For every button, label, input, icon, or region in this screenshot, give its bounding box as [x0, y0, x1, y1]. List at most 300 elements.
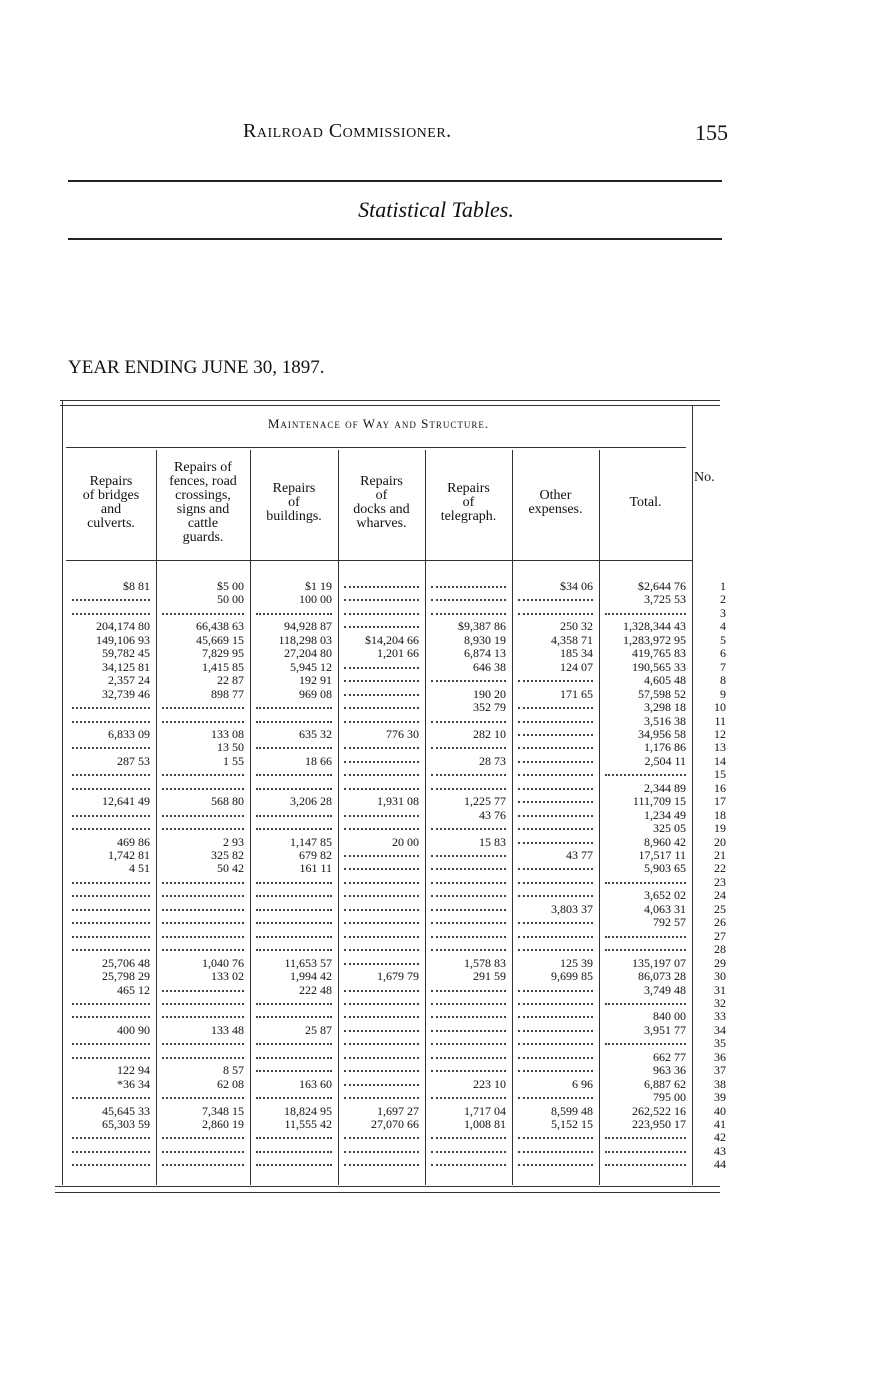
table-cell: 969 08 — [299, 686, 332, 701]
leader-dots — [431, 1151, 506, 1153]
table-cell: 3,725 53 — [644, 592, 686, 607]
leader-dots — [605, 936, 686, 938]
table-cell: 4,063 31 — [644, 901, 686, 916]
leader-dots — [162, 828, 244, 830]
row-number: 1 — [720, 579, 726, 593]
leader-dots — [256, 882, 332, 884]
leader-dots — [518, 747, 593, 749]
row-number: 36 — [714, 1049, 726, 1064]
table-cell: 8,599 48 — [551, 1103, 593, 1118]
table-cell: 3,749 48 — [644, 982, 686, 997]
table-cell: 1,283,972 95 — [623, 632, 686, 647]
table-cell: 4,605 48 — [644, 673, 686, 688]
table-cell: 1,225 77 — [464, 794, 506, 809]
row-number: 16 — [714, 780, 726, 795]
leader-dots — [518, 895, 593, 897]
leader-dots — [344, 586, 419, 588]
table-cell: 133 48 — [211, 1022, 244, 1037]
row-number: 20 — [714, 834, 726, 849]
row-number: 19 — [714, 821, 726, 836]
table-cell: 1,201 66 — [377, 646, 419, 661]
table-cell: 12,641 49 — [102, 794, 150, 809]
table-cell: 1,742 81 — [108, 848, 150, 862]
leader-dots — [72, 1016, 150, 1018]
table-cell: 8,960 42 — [644, 834, 686, 849]
leader-dots — [518, 922, 593, 924]
table-bottom-rule — [55, 1186, 720, 1187]
row-number: 9 — [720, 686, 726, 701]
leader-dots — [344, 788, 419, 790]
leader-dots — [256, 747, 332, 749]
table-cell: 122 94 — [117, 1063, 150, 1078]
leader-dots — [72, 707, 150, 709]
row-number: 38 — [714, 1076, 726, 1091]
row-number: 29 — [714, 955, 726, 970]
table-cell: 776 30 — [386, 726, 419, 741]
table-cell: 3,803 37 — [551, 901, 593, 916]
leader-dots — [162, 1151, 244, 1153]
table-cell: 223 10 — [473, 1076, 506, 1091]
table-cell: 133 08 — [211, 726, 244, 741]
table-cell: 185 34 — [560, 646, 593, 661]
column-header — [425, 450, 512, 555]
leader-dots — [605, 1164, 686, 1166]
leader-dots — [344, 828, 419, 830]
table-cell: 3,206 28 — [290, 794, 332, 809]
column-header — [250, 450, 338, 555]
leader-dots — [256, 936, 332, 938]
leader-dots — [162, 990, 244, 992]
leader-dots — [431, 1070, 506, 1072]
leader-dots — [344, 626, 419, 628]
column-header-label: Repairs of telegraph. — [440, 480, 497, 524]
row-number: 22 — [714, 861, 726, 876]
leader-dots — [162, 882, 244, 884]
leader-dots — [162, 936, 244, 938]
leader-dots — [72, 1003, 150, 1005]
leader-dots — [344, 909, 419, 911]
leader-dots — [344, 1164, 419, 1166]
page-number: 155 — [695, 120, 728, 145]
leader-dots — [344, 707, 419, 709]
leader-dots — [256, 1137, 332, 1139]
leader-dots — [256, 1043, 332, 1045]
row-number: 25 — [714, 901, 726, 916]
table-cell: 171 65 — [560, 686, 593, 701]
leader-dots — [518, 936, 593, 938]
table-cell: 43 76 — [479, 807, 506, 822]
leader-dots — [72, 788, 150, 790]
table-cell: 34,956 58 — [638, 726, 686, 741]
leader-dots — [162, 1137, 244, 1139]
column-header-label: Repairs of bridges and culverts. — [82, 473, 140, 531]
leader-dots — [431, 909, 506, 911]
column-header — [66, 450, 156, 555]
header-rule-top — [68, 180, 722, 182]
table-cell: 963 36 — [653, 1063, 686, 1078]
leader-dots — [72, 774, 150, 776]
table-cell: 325 82 — [211, 848, 244, 862]
row-number: 39 — [714, 1090, 726, 1105]
leader-dots — [518, 734, 593, 736]
table-cell: 6 96 — [572, 1076, 593, 1091]
leader-dots — [162, 774, 244, 776]
table-cell: 1,415 85 — [202, 659, 244, 674]
table-cell: 5,903 65 — [644, 861, 686, 876]
leader-dots — [344, 855, 419, 857]
leader-dots — [344, 990, 419, 992]
table-cell: 2,860 19 — [202, 1117, 244, 1131]
leader-dots — [344, 747, 419, 749]
column-header-label: Total. — [629, 494, 662, 510]
table-cell: 7,348 15 — [202, 1103, 244, 1118]
column-divider — [512, 450, 513, 1185]
table-cell: *36 34 — [117, 1076, 150, 1091]
leader-dots — [344, 1137, 419, 1139]
table-cell: 635 32 — [299, 726, 332, 741]
table-cell: 2,344 89 — [644, 780, 686, 795]
leader-dots — [431, 586, 506, 588]
row-number: 40 — [714, 1103, 726, 1118]
table-cell: 161 11 — [299, 861, 332, 876]
leader-dots — [518, 1057, 593, 1059]
column-header-label: Repairs of fences, road crossings, signs and cattle guards. — [169, 459, 237, 545]
column-header — [338, 450, 425, 555]
leader-dots — [256, 788, 332, 790]
table-cell: 4,358 71 — [551, 632, 593, 647]
table-cell: 13 50 — [217, 740, 244, 755]
column-header — [512, 450, 599, 555]
table-cell: 34,125 81 — [102, 659, 150, 674]
table-cell: 125 39 — [560, 955, 593, 970]
leader-dots — [72, 1057, 150, 1059]
row-number: 42 — [714, 1130, 726, 1145]
leader-dots — [72, 1137, 150, 1139]
leader-dots — [162, 1164, 244, 1166]
leader-dots — [518, 774, 593, 776]
table-top-rule — [60, 400, 720, 401]
leader-dots — [518, 828, 593, 830]
leader-dots — [256, 1057, 332, 1059]
leader-dots — [518, 1003, 593, 1005]
leader-dots — [72, 747, 150, 749]
leader-dots — [518, 1030, 593, 1032]
leader-dots — [344, 1084, 419, 1086]
table-cell: 17,517 11 — [638, 848, 686, 862]
table-cell: 2,504 11 — [644, 753, 686, 768]
leader-dots — [72, 815, 150, 817]
leader-dots — [431, 613, 506, 615]
leader-dots — [431, 1097, 506, 1099]
row-number: 3 — [720, 605, 726, 620]
leader-dots — [431, 882, 506, 884]
table-cell: 840 00 — [653, 1009, 686, 1024]
leader-dots — [344, 882, 419, 884]
leader-dots — [605, 1043, 686, 1045]
table-cell: 28 73 — [479, 753, 506, 768]
table-cell: 325 05 — [653, 821, 686, 836]
table-cell: 1,994 42 — [290, 969, 332, 984]
leader-dots — [518, 1016, 593, 1018]
column-divider — [599, 450, 600, 1185]
table-cell: 27,204 80 — [284, 646, 332, 661]
leader-dots — [344, 1003, 419, 1005]
leader-dots — [431, 855, 506, 857]
leader-dots — [344, 868, 419, 870]
leader-dots — [162, 922, 244, 924]
leader-dots — [344, 1151, 419, 1153]
page-header — [68, 120, 728, 150]
leader-dots — [518, 599, 593, 601]
leader-dots — [72, 1164, 150, 1166]
table-cell: 3,951 77 — [644, 1022, 686, 1037]
column-header — [156, 450, 250, 555]
row-number: 27 — [714, 928, 726, 943]
leader-dots — [256, 1070, 332, 1072]
leader-dots — [605, 613, 686, 615]
leader-dots — [518, 707, 593, 709]
leader-dots — [256, 707, 332, 709]
leader-dots — [256, 815, 332, 817]
leader-dots — [72, 613, 150, 615]
table-cell: 11,653 57 — [284, 955, 332, 970]
section-rule — [66, 447, 686, 448]
leader-dots — [431, 1164, 506, 1166]
leader-dots — [162, 1016, 244, 1018]
leader-dots — [162, 707, 244, 709]
leader-dots — [518, 1070, 593, 1072]
row-number: 33 — [714, 1009, 726, 1024]
no-column-border — [692, 405, 693, 1185]
row-number: 24 — [714, 888, 726, 903]
table-cell: 4 51 — [129, 861, 150, 876]
row-number: 4 — [720, 619, 726, 634]
leader-dots — [344, 936, 419, 938]
table-cell: 118,298 03 — [278, 632, 332, 647]
row-number: 32 — [714, 995, 726, 1010]
leader-dots — [605, 1151, 686, 1153]
column-header-label: Repairs of buildings. — [266, 480, 322, 524]
row-number: 6 — [720, 646, 726, 661]
table-cell: 25,706 48 — [102, 955, 150, 970]
table-cell: 1,578 83 — [464, 955, 506, 970]
table-cell: 204,174 80 — [96, 619, 150, 634]
table-bottom-rule-2 — [55, 1192, 720, 1193]
leader-dots — [72, 1097, 150, 1099]
leader-dots — [72, 599, 150, 601]
leader-dots — [344, 667, 419, 669]
table-cell: 1,040 76 — [202, 955, 244, 970]
table-cell: 1,328,344 43 — [623, 619, 686, 634]
section-title: Maintenace of Way and Structure. — [267, 416, 490, 431]
table-cell: 1,697 27 — [377, 1103, 419, 1118]
leader-dots — [518, 613, 593, 615]
leader-dots — [162, 1097, 244, 1099]
leader-dots — [72, 949, 150, 951]
row-number: 34 — [714, 1022, 726, 1037]
leader-dots — [431, 1003, 506, 1005]
leader-dots — [344, 613, 419, 615]
table-cell: 50 42 — [217, 861, 244, 876]
leader-dots — [344, 1043, 419, 1045]
table-cell: 400 90 — [117, 1022, 150, 1037]
table-cell: 25,798 29 — [102, 969, 150, 984]
table-cell: 62 08 — [217, 1076, 244, 1091]
leader-dots — [72, 936, 150, 938]
leader-dots — [162, 1003, 244, 1005]
leader-dots — [256, 828, 332, 830]
row-number: 11 — [714, 713, 726, 728]
leader-dots — [518, 801, 593, 803]
leader-dots — [344, 1097, 419, 1099]
leader-dots — [344, 1070, 419, 1072]
column-divider — [425, 450, 426, 1185]
leader-dots — [431, 936, 506, 938]
leader-dots — [431, 949, 506, 951]
leader-dots — [72, 721, 150, 723]
leader-dots — [72, 1151, 150, 1153]
leader-dots — [72, 895, 150, 897]
row-number: 17 — [714, 794, 726, 809]
table-cell: 124 07 — [560, 659, 593, 674]
subtitle: Statistical Tables. — [358, 197, 514, 222]
leader-dots — [518, 815, 593, 817]
leader-dots — [518, 761, 593, 763]
table-cell: 190 20 — [473, 686, 506, 701]
leader-dots — [431, 1030, 506, 1032]
leader-dots — [162, 895, 244, 897]
leader-dots — [72, 882, 150, 884]
leader-dots — [518, 1151, 593, 1153]
table-top-rule-2 — [60, 405, 720, 406]
table-cell: 6,887 62 — [644, 1076, 686, 1091]
table-left-border — [62, 400, 63, 1185]
row-number: 13 — [714, 740, 726, 755]
leader-dots — [518, 868, 593, 870]
leader-dots — [431, 788, 506, 790]
leader-dots — [162, 721, 244, 723]
table-cell: $8 81 — [123, 579, 150, 593]
leader-dots — [431, 1016, 506, 1018]
leader-dots — [344, 599, 419, 601]
table-cell: 465 12 — [117, 982, 150, 997]
leader-dots — [162, 909, 244, 911]
leader-dots — [605, 949, 686, 951]
column-divider — [250, 450, 251, 1185]
leader-dots — [256, 909, 332, 911]
table-cell: 6,833 09 — [108, 726, 150, 741]
row-number: 7 — [720, 659, 726, 674]
table-cell: 679 82 — [299, 848, 332, 862]
table-cell: 250 32 — [560, 619, 593, 634]
leader-dots — [256, 949, 332, 951]
leader-dots — [344, 721, 419, 723]
row-number: 37 — [714, 1063, 726, 1078]
leader-dots — [431, 1057, 506, 1059]
table-cell: 8,930 19 — [464, 632, 506, 647]
row-number: 41 — [714, 1117, 726, 1131]
leader-dots — [518, 882, 593, 884]
leader-dots — [344, 694, 419, 696]
table-cell: 3,516 38 — [644, 713, 686, 728]
leader-dots — [344, 680, 419, 682]
leader-dots — [256, 774, 332, 776]
running-title: Railroad Commissioner. — [243, 120, 452, 142]
leader-dots — [344, 949, 419, 951]
leader-dots — [431, 774, 506, 776]
leader-dots — [518, 721, 593, 723]
leader-dots — [256, 1164, 332, 1166]
table-cell: 11,555 42 — [284, 1117, 332, 1131]
leader-dots — [344, 1016, 419, 1018]
row-number: 8 — [720, 673, 726, 688]
table-cell: 5,945 12 — [290, 659, 332, 674]
leader-dots — [518, 680, 593, 682]
table-cell: 352 79 — [473, 700, 506, 715]
table-cell: 1,931 08 — [377, 794, 419, 809]
leader-dots — [162, 949, 244, 951]
row-number: 28 — [714, 942, 726, 957]
leader-dots — [605, 882, 686, 884]
column-divider — [338, 450, 339, 1185]
table-cell: 1,147 85 — [290, 834, 332, 849]
table-cell: $1 19 — [305, 579, 332, 593]
leader-dots — [431, 922, 506, 924]
leader-dots — [518, 1164, 593, 1166]
leader-dots — [162, 815, 244, 817]
leader-dots — [256, 922, 332, 924]
leader-dots — [72, 828, 150, 830]
leader-dots — [431, 599, 506, 601]
leader-dots — [72, 1043, 150, 1045]
leader-dots — [256, 1003, 332, 1005]
leader-dots — [72, 909, 150, 911]
table-cell: 282 10 — [473, 726, 506, 741]
leader-dots — [431, 1137, 506, 1139]
table-cell: 27,070 66 — [371, 1117, 419, 1131]
leader-dots — [162, 1057, 244, 1059]
leader-dots — [431, 721, 506, 723]
row-number: 44 — [714, 1157, 726, 1172]
leader-dots — [344, 895, 419, 897]
row-number: 31 — [714, 982, 726, 997]
table-cell: 133 02 — [211, 969, 244, 984]
table-cell: 469 86 — [117, 834, 150, 849]
table-cell: 2,357 24 — [108, 673, 150, 688]
table-cell: 898 77 — [211, 686, 244, 701]
table-cell: $14,204 66 — [365, 632, 419, 647]
table-cell: 43 77 — [566, 848, 593, 862]
leader-dots — [518, 1043, 593, 1045]
table-cell: 20 00 — [392, 834, 419, 849]
leader-dots — [344, 761, 419, 763]
table-cell: 86,073 28 — [638, 969, 686, 984]
leader-dots — [518, 1137, 593, 1139]
leader-dots — [605, 1137, 686, 1139]
leader-dots — [518, 842, 593, 844]
table-cell: $34 06 — [560, 579, 593, 593]
table-cell: 15 83 — [479, 834, 506, 849]
leader-dots — [344, 815, 419, 817]
table-cell: 1 55 — [223, 753, 244, 768]
table-cell: 45,669 15 — [196, 632, 244, 647]
table-cell: 163 60 — [299, 1076, 332, 1091]
leader-dots — [431, 1043, 506, 1045]
table-cell: 5,152 15 — [551, 1117, 593, 1131]
leader-dots — [431, 680, 506, 682]
table-cell: 94,928 87 — [284, 619, 332, 634]
row-number: 2 — [720, 592, 726, 607]
